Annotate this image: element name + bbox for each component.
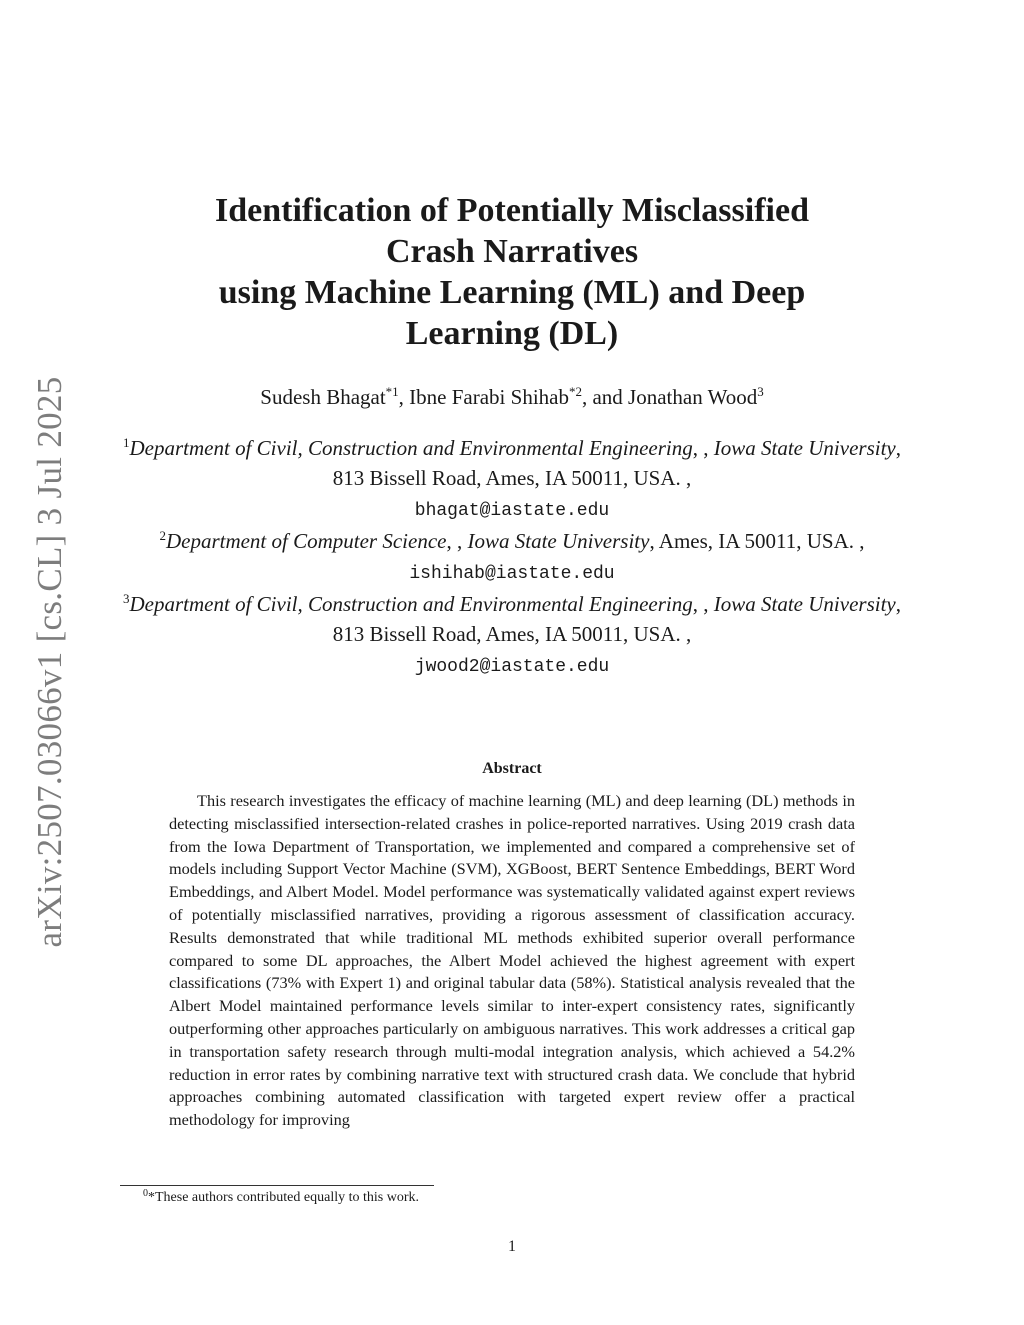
author-name: Sudesh Bhagat bbox=[260, 385, 386, 409]
author-separator: , bbox=[398, 385, 410, 409]
affiliation-number: 1 bbox=[123, 435, 130, 450]
author-name: Jonathan Wood bbox=[628, 385, 758, 409]
affiliation bbox=[116, 433, 908, 526]
footnote-mark: 0 bbox=[143, 1188, 148, 1199]
paper-title bbox=[150, 190, 874, 354]
affiliation bbox=[116, 589, 908, 682]
affiliation-separator: , , bbox=[692, 436, 714, 460]
affiliation-university: Iowa State University bbox=[467, 529, 650, 553]
affiliation-address: , Ames, IA 50011, USA. , bbox=[649, 529, 865, 553]
author-email: ishihab@iastate.edu bbox=[409, 564, 615, 584]
affiliation-separator: , , bbox=[446, 529, 468, 553]
affiliation-address: , 813 Bissell Road, Ames, IA 50011, USA. , bbox=[332, 592, 901, 646]
affiliation-university: Iowa State University bbox=[713, 592, 896, 616]
title-line: Crash Narratives bbox=[385, 233, 639, 270]
affiliation-department: Department of Civil, Construction and Environmental Engineering bbox=[129, 436, 693, 460]
author-mark: *2 bbox=[568, 384, 582, 399]
footnote-divider bbox=[120, 1185, 434, 1186]
abstract-heading: Abstract bbox=[482, 760, 542, 777]
author-mark: 3 bbox=[757, 384, 764, 399]
footnote-text: *These authors contributed equally to this work. bbox=[148, 1190, 419, 1205]
title-line: Learning (DL) bbox=[405, 315, 619, 352]
title-line: Identification of Potentially Misclassified bbox=[214, 192, 809, 229]
title-line: using Machine Learning (ML) and Deep bbox=[218, 274, 806, 311]
affiliation-university: Iowa State University bbox=[713, 436, 896, 460]
footnote bbox=[143, 1189, 743, 1207]
affiliation-separator: , , bbox=[692, 592, 714, 616]
affiliation-department: Department of Computer Science bbox=[165, 529, 447, 553]
author-separator: , and bbox=[581, 385, 629, 409]
affiliation-list bbox=[116, 433, 908, 682]
author-mark: *1 bbox=[385, 384, 399, 399]
affiliation-number: 2 bbox=[159, 528, 166, 543]
abstract-text: This research investigates the efficacy of machine learning (ML) and deep learning (DL) methods in detecting misclassified intersection-related crashes in police-reported narratives. Using 2019 crash data from the Iowa Department of Transportation, we implemented and compared a comprehensive set of models including Support Vector Machine (SVM), XGBoost, BERT Sentence Embeddings, BERT Word Embeddings, and Albert Model. Model performance was systematically validated against expert reviews of potentially misclassified narratives, providing a rigorous assessment of classification accuracy. Results demonstrated that while traditional ML methods exhibited superior overall performance compared to some DL approaches, the Albert Model achieved the highest agreement with expert classifications (73% with Expert 1) and original tabular data (58%). Statistical analysis revealed that the Albert Model maintained performance levels similar to inter-expert consistency rates, significantly outperforming other approaches particularly on ambiguous narratives. This work addresses a critical gap in transportation safety research through multi-modal integration analysis, which achieved a 54.2% reduction in error rates by combining narrative text with structured crash data. We conclude that hybrid approaches combining automated classification with targeted expert review offer a practical methodology for improving bbox=[169, 791, 855, 1130]
author-list bbox=[120, 383, 904, 411]
arxiv-identifier: arXiv:2507.03066v1 [cs.CL] 3 Jul 2025 bbox=[30, 376, 69, 948]
affiliation-department: Department of Civil, Construction and Environmental Engineering bbox=[129, 592, 693, 616]
author-name: Ibne Farabi Shihab bbox=[409, 385, 569, 409]
affiliation-number: 3 bbox=[123, 591, 130, 606]
author-email: bhagat@iastate.edu bbox=[414, 501, 610, 521]
page-number: 1 bbox=[508, 1238, 516, 1255]
author-email: jwood2@iastate.edu bbox=[414, 657, 610, 677]
affiliation bbox=[116, 526, 908, 589]
affiliation-address: , 813 Bissell Road, Ames, IA 50011, USA. , bbox=[332, 436, 901, 490]
